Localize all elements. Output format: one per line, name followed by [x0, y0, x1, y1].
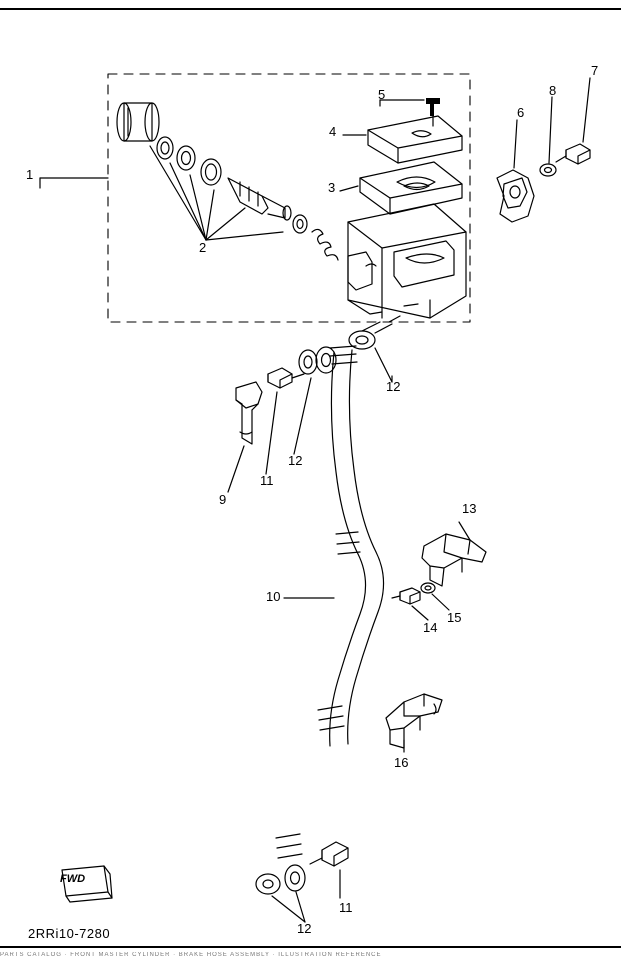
fwd-direction-label: FWD [60, 873, 86, 885]
callout-6: 6 [517, 105, 525, 120]
callout-1: 1 [26, 167, 34, 182]
callout-8: 8 [549, 83, 557, 98]
callout-5: 5 [378, 87, 386, 102]
callout-16: 16 [394, 755, 409, 770]
callout-3: 3 [328, 180, 336, 195]
callout-12-cylinder: 12 [386, 379, 401, 394]
callout-15: 15 [447, 610, 462, 625]
callout-13: 13 [462, 501, 477, 516]
callout-4: 4 [329, 124, 337, 139]
callout-7: 7 [591, 63, 599, 78]
callout-2: 2 [199, 240, 207, 255]
callout-11-lower: 11 [339, 900, 353, 915]
callout-14: 14 [423, 620, 438, 635]
callout-12-upper: 12 [288, 453, 303, 468]
callout-12-lower: 12 [297, 921, 312, 936]
callout-10: 10 [266, 589, 281, 604]
footer-fine-print: PARTS CATALOG · FRONT MASTER CYLINDER · BRAKE HOSE ASSEMBLY · ILLUSTRATION REFERENCE [0, 952, 382, 958]
callout-9: 9 [219, 492, 227, 507]
diagram-part-code: 2RRi10-7280 [28, 926, 111, 941]
callout-11-upper: 11 [260, 473, 274, 488]
